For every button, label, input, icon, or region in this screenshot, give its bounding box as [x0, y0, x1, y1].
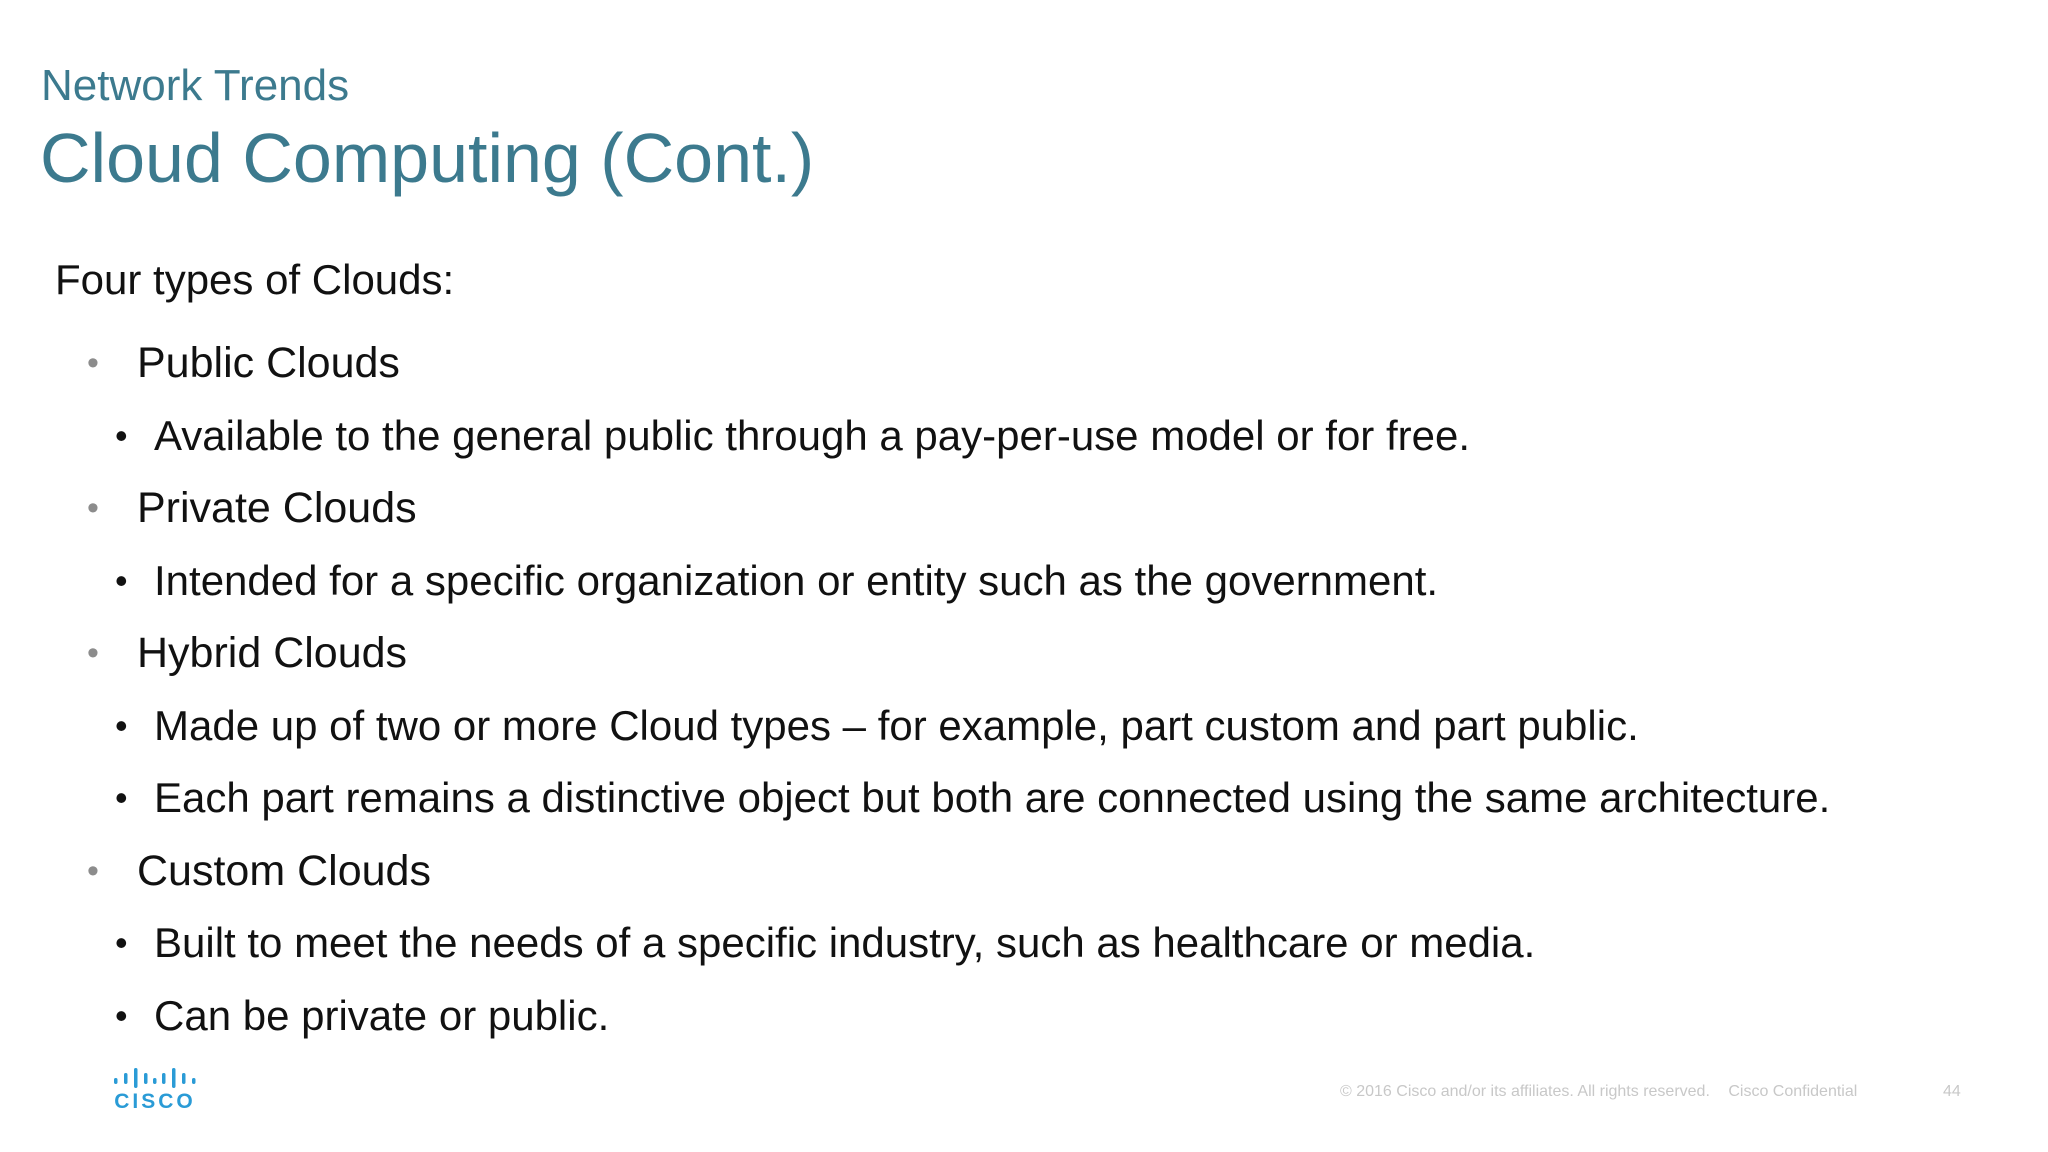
list-item-text: Custom Clouds — [137, 846, 431, 895]
list-item-text: Each part remains a distinctive object but both are connected using the same architecture. — [154, 774, 1831, 821]
list-item-text: Built to meet the needs of a specific industry, such as healthcare or media. — [154, 919, 1536, 966]
list-item — [55, 545, 2025, 618]
bullet-icon: • — [87, 634, 99, 672]
bullet-icon: • — [115, 704, 128, 746]
copyright-text: © 2016 Cisco and/or its affiliates. All rights reserved. — [1340, 1083, 1710, 1100]
list-item-text: Available to the general public through a pay-per-use model or for free. — [154, 411, 1471, 459]
list-item-text: Can be private or public. — [154, 991, 610, 1039]
list-item — [55, 907, 2025, 980]
list-item — [55, 472, 2025, 545]
list-item — [55, 400, 2025, 473]
cisco-logo-word: CISCO — [114, 1090, 196, 1113]
section-title: Network Trends — [41, 61, 350, 110]
cisco-logo-icon — [114, 1068, 196, 1088]
slide-body — [55, 255, 2025, 1052]
footer — [1340, 1082, 1871, 1102]
bullet-icon: • — [115, 777, 128, 818]
list-item-text: Made up of two or more Cloud types – for example, part custom and part public. — [154, 701, 1639, 749]
bullet-icon: • — [115, 559, 128, 601]
bullet-icon: • — [115, 414, 128, 456]
list-item-text: Private Clouds — [137, 484, 417, 532]
list-item — [55, 980, 2025, 1053]
list-item — [55, 762, 2025, 835]
list-item-text: Hybrid Clouds — [137, 629, 408, 677]
bullet-icon: • — [87, 344, 99, 382]
intro-text: Four types of Clouds: — [55, 256, 455, 303]
list-item — [55, 835, 2025, 908]
confidential-text: Cisco Confidential — [1728, 1083, 1858, 1100]
list-item-text: Public Clouds — [137, 339, 400, 387]
list-item — [55, 327, 2025, 400]
list-item — [55, 690, 2025, 763]
cisco-logo — [112, 1068, 198, 1114]
bullet-icon: • — [115, 922, 128, 963]
bullet-icon: • — [87, 489, 99, 527]
page-number: 44 — [1943, 1083, 1961, 1100]
slide-title: Cloud Computing (Cont.) — [40, 119, 815, 197]
bullet-icon: • — [115, 994, 128, 1036]
list-item — [55, 617, 2025, 690]
list-item-text: Intended for a specific organization or entity such as the government. — [154, 556, 1439, 604]
bullet-icon: • — [87, 851, 99, 890]
